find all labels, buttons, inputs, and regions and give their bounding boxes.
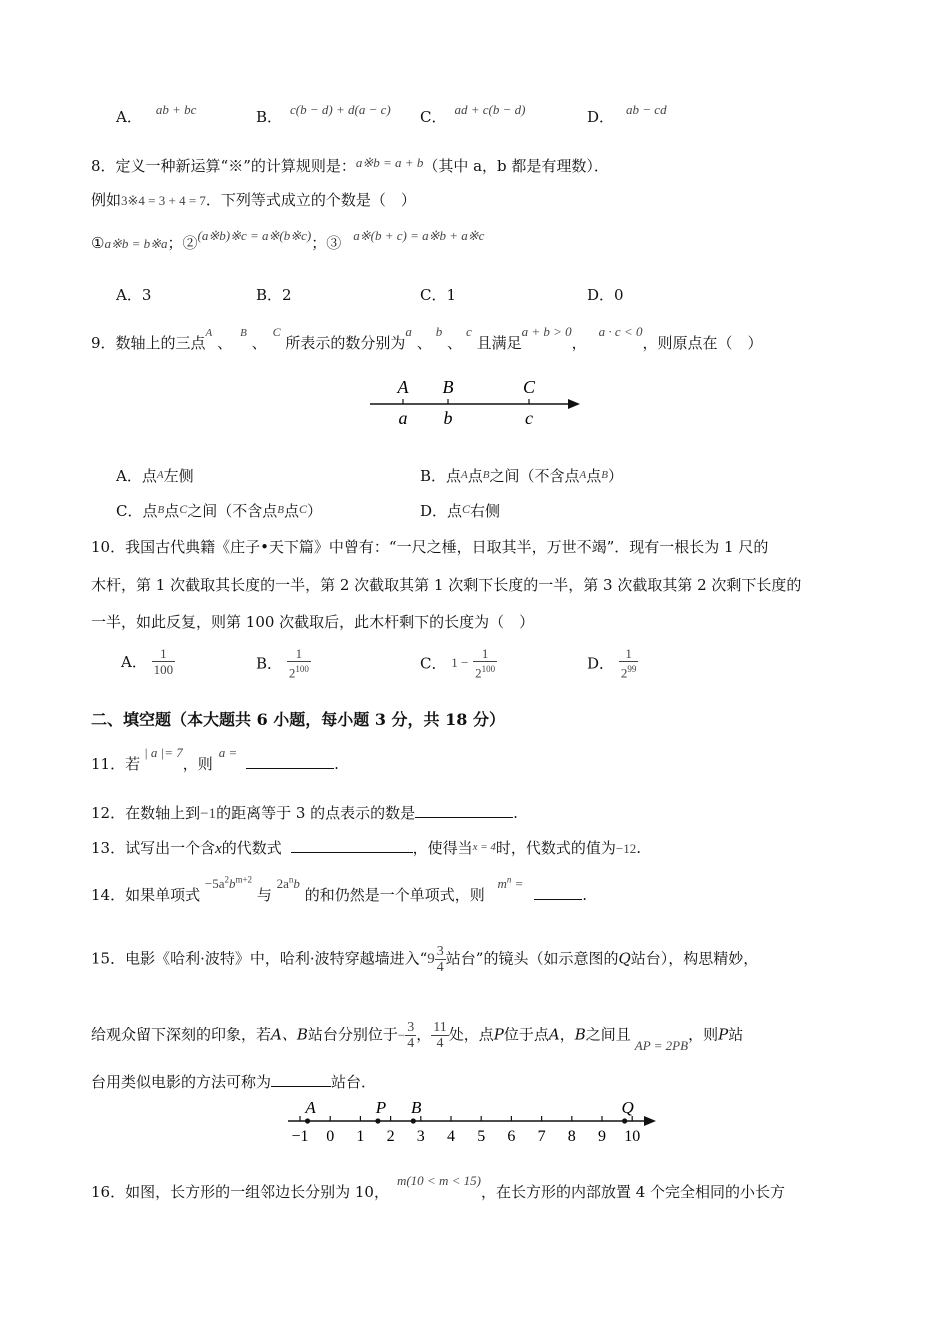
q7-option-a: A． ab + bc bbox=[116, 102, 197, 126]
axis-points bbox=[304, 1098, 633, 1124]
point-label-A: A bbox=[305, 1098, 316, 1117]
q9-stem: 9．数轴上的三点$^A$ 、$^B$ 、$^C$ 所表示的数分别为a 、b 、c 且满足a + b > 0，a · c < 0，则原点在（ ） bbox=[91, 324, 763, 352]
tick-label: 4 bbox=[447, 1128, 455, 1145]
q10-option-c: C． 1 − $\frac{1}{2^{100}}$ bbox=[420, 646, 496, 681]
tick-label: 1 bbox=[356, 1128, 365, 1145]
q14-answer-blank[interactable] bbox=[534, 885, 582, 900]
q15-line2: 给观众留下深刻的印象，若A、B站台分别位于− $\frac{3}{4}$ ， $\frac{11}{4}$ 处，点P位于点A，B之间且AP = 2PB，则P站 bbox=[91, 1020, 744, 1053]
tick-label: 8 bbox=[567, 1128, 576, 1145]
point-Q bbox=[622, 1118, 627, 1123]
q11-answer-blank[interactable] bbox=[246, 754, 334, 769]
q8-option-b: B．2 bbox=[256, 286, 292, 304]
q15-line1: 15．电影《哈利·波特》中，哈利·波特穿越墙进入“9 $\frac{3}{4}$ 站台”的镜头（如示意图的Q站台），构思精妙， bbox=[91, 944, 759, 975]
q10-option-d: D． $\frac{1}{2^{99}}$ bbox=[587, 646, 637, 681]
q12: 12．在数轴上到−1的距离等于 3 的点表示的数是 . bbox=[91, 804, 518, 822]
q7-option-c: C． ad + c(b − d) bbox=[420, 102, 526, 126]
point-P bbox=[375, 1118, 380, 1123]
label-C: C bbox=[522, 377, 536, 397]
q8-line1: 8．定义一种新运算“※”的计算规则是：a※b = a + b（其中 a，b 都是有理数）． bbox=[91, 155, 609, 175]
q9-option-b: B．点$^A$点$^B$之间（不含点$^A$点$^B$） bbox=[420, 467, 624, 485]
q9-number-line-figure bbox=[360, 368, 590, 434]
label-A: A bbox=[397, 377, 409, 397]
label-B: B bbox=[442, 377, 454, 397]
point-B bbox=[411, 1118, 416, 1123]
q15-number-line-figure bbox=[284, 1098, 664, 1148]
point-A bbox=[305, 1118, 310, 1123]
tick-label: 7 bbox=[537, 1128, 546, 1145]
point-label-P: P bbox=[375, 1098, 387, 1117]
q8-option-a: A．3 bbox=[116, 286, 152, 304]
point-label-Q: Q bbox=[621, 1098, 634, 1117]
q8-option-c: C．1 bbox=[420, 286, 457, 304]
label-a: a bbox=[398, 408, 408, 428]
q7-option-d: D． ab − cd bbox=[587, 102, 667, 126]
section-heading: 二、填空题（本大题共 6 小题，每小题 3 分，共 18 分） bbox=[91, 710, 505, 729]
q16: 16．如图，长方形的一组邻边长分别为 10，m(10 < m < 15)，在长方形的内部放置 4 个完全相同的小长方 bbox=[91, 1173, 786, 1201]
tick-label: 0 bbox=[326, 1128, 335, 1145]
tick-label: 3 bbox=[416, 1128, 425, 1145]
q10-option-a: A． $\frac{1}{100}$ bbox=[121, 646, 174, 677]
tick-label: 9 bbox=[598, 1128, 606, 1145]
q11: 11．若| a |= 7，则a = . bbox=[91, 745, 339, 773]
q9-option-d: D．点$^C$右侧 bbox=[420, 502, 501, 520]
q13: 13．试写出一个含x的代数式 ，使得当$^{x = 4}$时，代数式的值为−12. bbox=[91, 839, 642, 857]
tick-label: 2 bbox=[386, 1128, 395, 1145]
tick-label: 5 bbox=[477, 1128, 486, 1145]
q10-line1: 10．我国古代典籍《庄子•天下篇》中曾有：“一尺之棰，日取其半，万世不竭”．现有一根长为 1 尺的 bbox=[91, 538, 769, 556]
q8-statements: ①a※b = b※a；②(a※b)※c = a※(b※c)；③ a※(b + c) = a※b + a※c bbox=[91, 228, 485, 252]
q14: 14．如果单项式 $-5a^2b^{m+2}$ 与 $2a^nb$ 的和仍然是一个单项式，则 $m^n$ = . bbox=[91, 874, 587, 904]
q7-option-b: B． c(b − d) + d(a − c) bbox=[256, 102, 391, 126]
q15-answer-blank[interactable] bbox=[271, 1072, 331, 1087]
axis-arrow-icon bbox=[568, 399, 580, 409]
q9-option-c: C．点$^B$点$^C$之间（不含点$^B$点$^C$） bbox=[116, 502, 323, 520]
q10-option-b: B． $\frac{1}{2^{100}}$ bbox=[256, 646, 309, 681]
q10-line2: 木杆，第 1 次截取其长度的一半，第 2 次截取其第 1 次剩下长度的一半，第 3 次截取其第 2 次剩下长度的 bbox=[91, 576, 802, 594]
q15-line3: 台用类似电影的方法可称为 站台． bbox=[91, 1073, 377, 1091]
q12-answer-blank[interactable] bbox=[415, 803, 513, 818]
tick-label: 10 bbox=[624, 1128, 641, 1145]
q13-answer-blank[interactable] bbox=[291, 838, 413, 853]
label-b: b bbox=[443, 408, 453, 428]
tick-label: −1 bbox=[291, 1128, 309, 1145]
label-c: c bbox=[525, 408, 533, 428]
point-label-B: B bbox=[411, 1098, 422, 1117]
axis-arrow-icon bbox=[644, 1116, 656, 1126]
q10-line3: 一半，如此反复，则第 100 次截取后，此木杆剩下的长度为（ ） bbox=[91, 613, 535, 631]
tick-label: 6 bbox=[507, 1128, 516, 1145]
q8-line2: 例如3※4 = 3 + 4 = 7．下列等式成立的个数是（ ） bbox=[91, 191, 416, 209]
q9-option-a: A．点$^A$左侧 bbox=[116, 467, 194, 485]
q8-option-d: D．0 bbox=[587, 286, 624, 304]
